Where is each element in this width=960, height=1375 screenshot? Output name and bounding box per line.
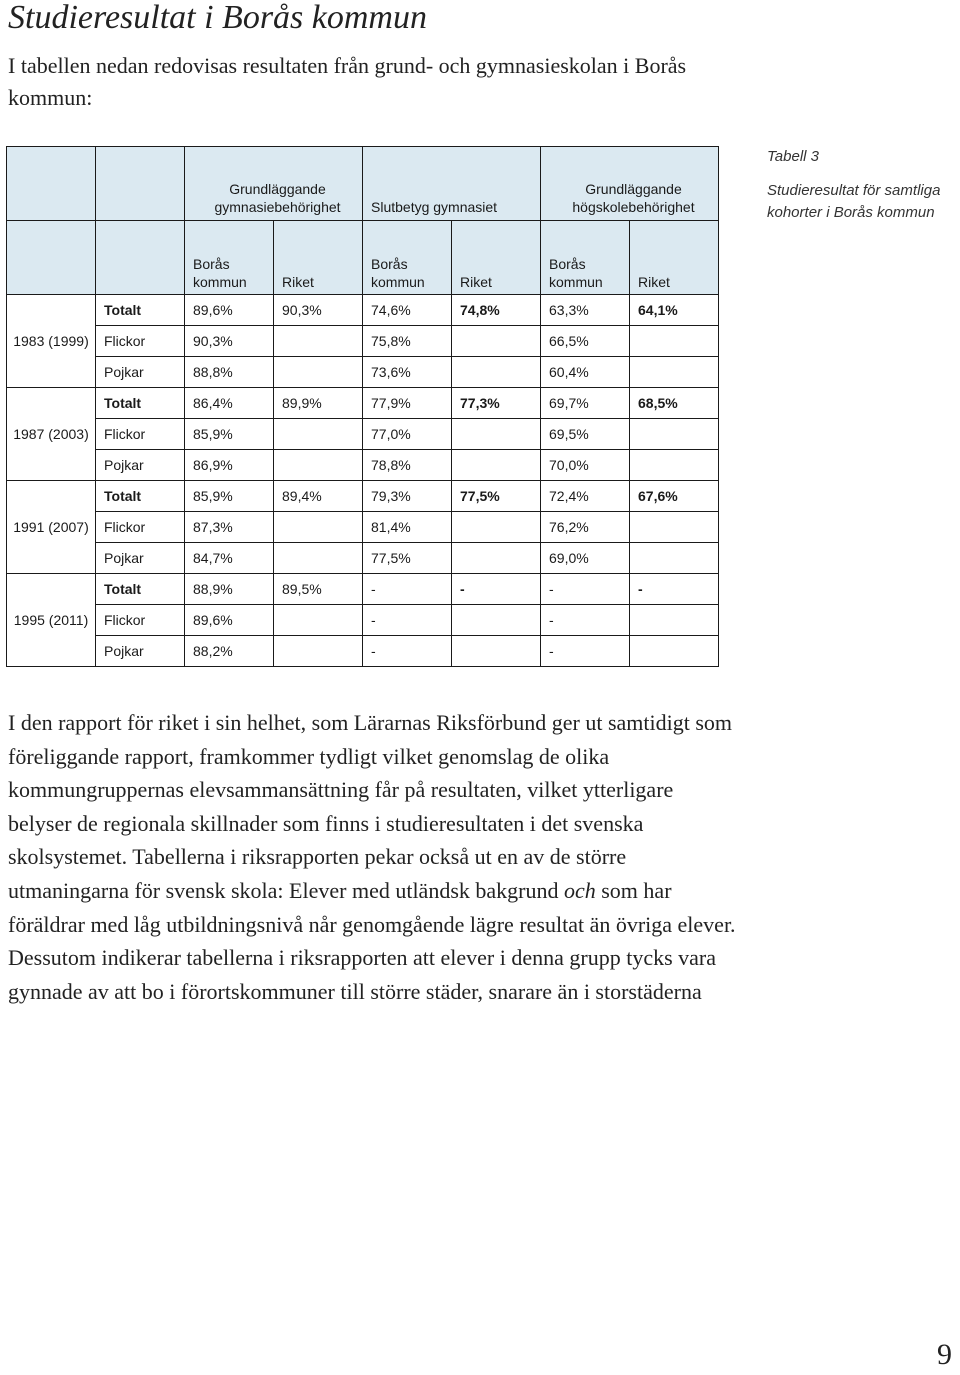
table-row [7,450,719,481]
group-header-hogskolebehorighet: Grundläggande högskolebehörighet [541,147,719,221]
table-cell [274,512,363,543]
table-cell: 76,2% [541,512,630,543]
table-caption-text: Studieresultat för samtliga kohorter i Borås kommun [767,182,941,221]
table-cell: - [541,636,630,667]
table-cell [452,636,541,667]
table-cell [274,357,363,388]
table-cell [274,326,363,357]
table-cell: 78,8% [363,450,452,481]
table-cell: 72,4% [541,481,630,512]
subheader-cell: Borås kommun [363,221,452,295]
body-text-part2: som har föräldrar med låg utbildningsnivå når genomgående lägre resultat än övriga elever. Dessutom indikerar tabellerna i riksrapporten att elever i denna grupp tycks vara gynnade av att bo i förortskommuner till större städer, snarare än i storstäderna [8,877,736,1004]
body-paragraph [8,706,738,1008]
table-cell: 77,5% [452,481,541,512]
table-cell: - [363,636,452,667]
table-cell: 60,4% [541,357,630,388]
table-cell: 77,9% [363,388,452,419]
row-label: Flickor [96,605,185,636]
row-label: Flickor [96,512,185,543]
table-cell: 85,9% [185,481,274,512]
table-caption [767,146,952,224]
table-cell: 74,8% [452,295,541,326]
row-label: Totalt [96,481,185,512]
subheader-row [7,221,719,295]
table-cell: 69,7% [541,388,630,419]
table-row [7,481,719,512]
row-label: Pojkar [96,450,185,481]
table-cell: 89,5% [274,574,363,605]
table-cell: 85,9% [185,419,274,450]
table-row [7,326,719,357]
table-cell: - [363,605,452,636]
table-cell [630,419,719,450]
row-label: Totalt [96,574,185,605]
empty-header-cell [7,147,96,221]
table-cell [630,357,719,388]
table-row [7,357,719,388]
page-number: 9 [937,1338,952,1371]
table-cell: - [363,574,452,605]
table-cell: 73,6% [363,357,452,388]
subheader-cell: Riket [630,221,719,295]
table-cell: - [630,574,719,605]
table-cell [274,450,363,481]
row-label: Flickor [96,326,185,357]
cohort-label: 1991 (2007) [7,481,96,574]
intro-paragraph: I tabellen nedan redovisas resultaten från grund- och gymnasieskolan i Borås kommun: [8,53,687,110]
body-text-emphasis: och [563,877,596,903]
table-cell: 89,6% [185,605,274,636]
table-cell [452,450,541,481]
results-table [6,146,719,667]
page-title: Studieresultat i Borås kommun [8,0,427,36]
table-cell: 63,3% [541,295,630,326]
empty-header-cell [96,221,185,295]
table-cell: 77,5% [363,543,452,574]
table-cell [274,543,363,574]
row-label: Totalt [96,295,185,326]
table-cell: 70,0% [541,450,630,481]
table-cell [630,605,719,636]
table-cell: 84,7% [185,543,274,574]
table-cell: 88,9% [185,574,274,605]
table-cell: 86,9% [185,450,274,481]
group-header-gymnasiebehorighet: Grundläggande gymnasiebehörighet [185,147,363,221]
table-cell: - [541,574,630,605]
row-label: Pojkar [96,543,185,574]
table-row [7,543,719,574]
table-cell: 88,2% [185,636,274,667]
table-cell: 77,3% [452,388,541,419]
table-cell [452,543,541,574]
row-label: Totalt [96,388,185,419]
subheader-cell: Borås kommun [185,221,274,295]
table-cell: - [452,574,541,605]
table-cell [452,605,541,636]
table-label: Tabell 3 [767,148,819,165]
table-cell: 90,3% [274,295,363,326]
subheader-cell: Riket [274,221,363,295]
body-text-part1: I den rapport för riket i sin helhet, som Lärarnas Riksförbund ger ut samtidigt som föreliggande rapport, framkommer tydligt vilket genomslag de olika kommungruppernas elevsammansättning får på resultaten, vilket ytterligare belyser de regionala skillnader som finns i studieresultaten i det svenska skolsystemet. Tabellerna i riksrapporten pekar också ut en av de större utmaningarna för svensk skola: Elever med utländsk bakgrund [8,710,733,903]
cohort-label: 1983 (1999) [7,295,96,388]
table-cell [274,605,363,636]
cohort-label: 1995 (2011) [7,574,96,667]
table-cell: 90,3% [185,326,274,357]
table-cell [274,636,363,667]
table-row [7,574,719,605]
table-cell: - [541,605,630,636]
table-row [7,388,719,419]
table-cell [630,450,719,481]
results-table-body [7,147,719,667]
table-cell [630,326,719,357]
row-label: Flickor [96,419,185,450]
table-cell [274,419,363,450]
table-cell [630,636,719,667]
table-cell: 87,3% [185,512,274,543]
table-cell: 89,6% [185,295,274,326]
table-cell [630,512,719,543]
table-cell: 77,0% [363,419,452,450]
table-cell: 89,4% [274,481,363,512]
table-cell: 88,8% [185,357,274,388]
table-cell [452,419,541,450]
group-header-slutbetyg: Slutbetyg gymnasiet [363,147,541,221]
table-row [7,605,719,636]
table-cell: 66,5% [541,326,630,357]
table-cell: 69,5% [541,419,630,450]
empty-header-cell [96,147,185,221]
table-cell: 74,6% [363,295,452,326]
table-cell: 86,4% [185,388,274,419]
table-row [7,512,719,543]
table-cell: 75,8% [363,326,452,357]
table-row [7,636,719,667]
table-cell [630,543,719,574]
table-cell: 69,0% [541,543,630,574]
table-row [7,419,719,450]
empty-header-cell [7,221,96,295]
table-cell: 68,5% [630,388,719,419]
cohort-label: 1987 (2003) [7,388,96,481]
table-cell [452,357,541,388]
row-label: Pojkar [96,357,185,388]
table-cell [452,326,541,357]
subheader-cell: Borås kommun [541,221,630,295]
table-row [7,295,719,326]
table-cell: 79,3% [363,481,452,512]
table-cell: 89,9% [274,388,363,419]
row-label: Pojkar [96,636,185,667]
subheader-cell: Riket [452,221,541,295]
table-cell: 64,1% [630,295,719,326]
table-cell: 67,6% [630,481,719,512]
table-cell: 81,4% [363,512,452,543]
table-cell [452,512,541,543]
group-header-row [7,147,719,221]
